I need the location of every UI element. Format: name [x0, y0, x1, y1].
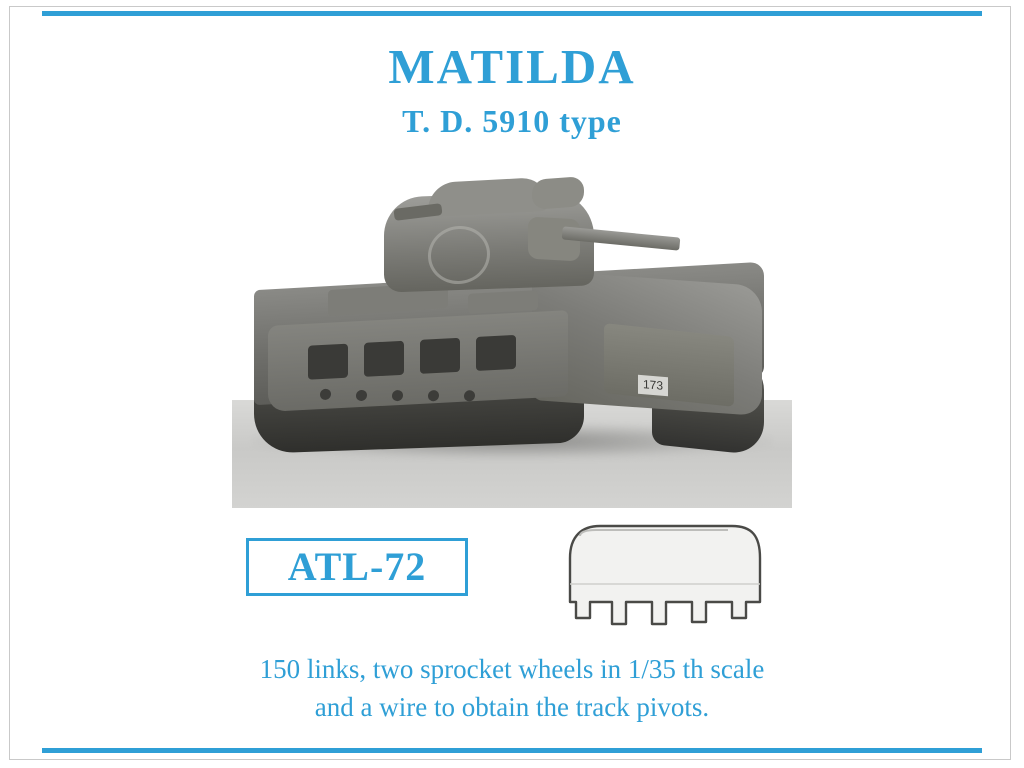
track-link-icon [556, 518, 772, 644]
bogie-bolt [464, 390, 475, 402]
bogie-bolt [320, 389, 331, 401]
bogie-bolt [428, 390, 439, 402]
tank-side-skirt [268, 310, 568, 412]
tank-illustration [232, 158, 792, 508]
skirt-aperture [476, 335, 516, 371]
top-accent-rule [42, 11, 982, 16]
tank-photo [232, 158, 792, 508]
product-code-box [246, 538, 468, 596]
skirt-aperture [308, 344, 348, 380]
hull-stowage-box [468, 290, 538, 314]
tank-turret-roof [428, 177, 548, 217]
track-link-drawing [556, 518, 772, 644]
description-line-2: and a wire to obtain the track pivots. [314, 692, 710, 722]
description-line-1: 150 links, two sprocket wheels in 1/35 th scale [259, 654, 765, 684]
hull-plate-number: 173 [638, 375, 668, 397]
product-code-label: ATL-72 [287, 544, 427, 589]
tank-cupola [532, 176, 584, 210]
skirt-aperture [364, 341, 404, 377]
page-title: MATILDA [388, 39, 636, 94]
bogie-bolt [392, 390, 403, 402]
bogie-bolt [356, 390, 367, 402]
product-description [0, 650, 1024, 726]
bottom-accent-rule [42, 748, 982, 753]
skirt-aperture [420, 338, 460, 374]
tank-front-plate [604, 323, 734, 407]
page-subtitle: T. D. 5910 type [402, 103, 622, 139]
